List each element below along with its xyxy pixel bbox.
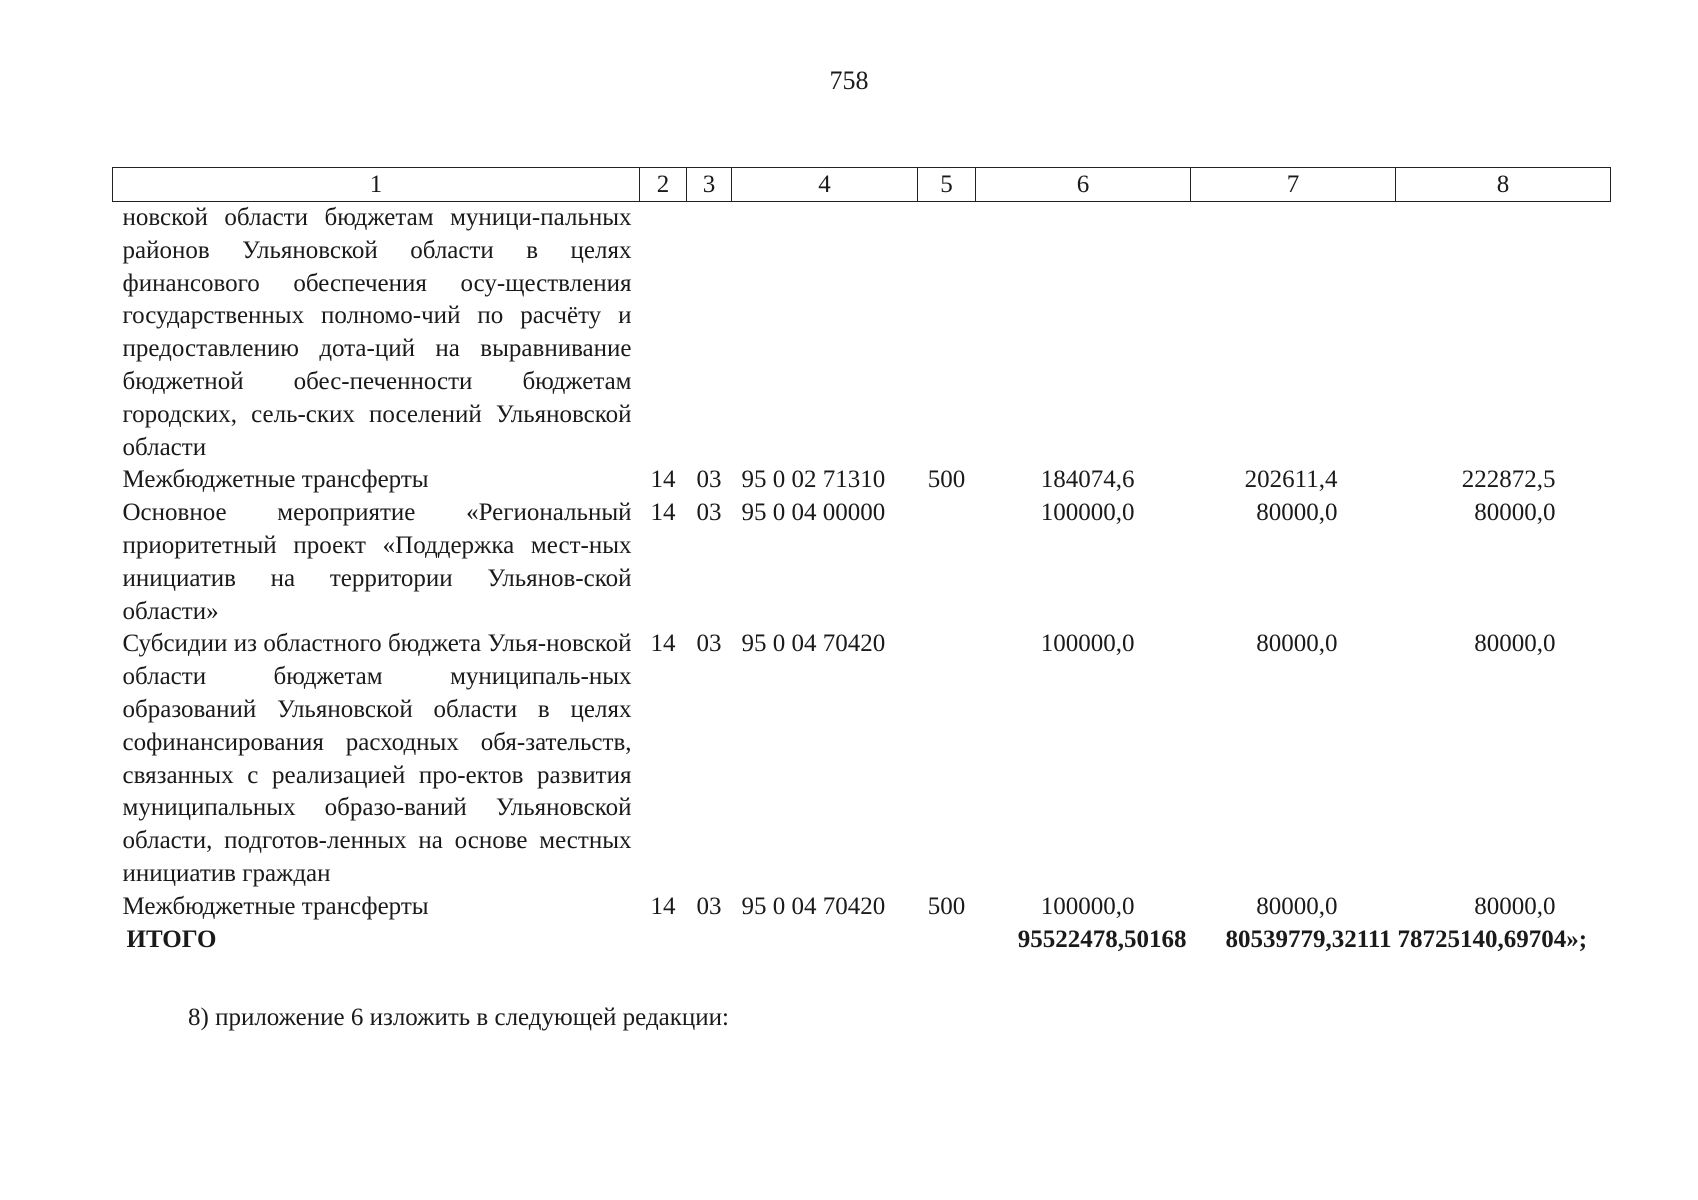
table-row (113, 891, 1611, 924)
row-name: Основное мероприятие «Региональный приоритетный проект «Поддержка мест-ных инициатив на территории Ульянов-ской области» (122, 499, 632, 625)
column-header-3: 3 (687, 168, 732, 202)
column-header-1: 1 (113, 168, 640, 202)
subsection-code: 03 (696, 499, 722, 527)
column-header-5: 5 (918, 168, 976, 202)
total-row (113, 924, 1611, 957)
expense-type-code (918, 628, 976, 890)
budget-table (112, 167, 1611, 956)
subsection-code: 03 (696, 892, 722, 920)
target-article-code: 95 0 04 00000 (741, 499, 886, 527)
amount-col-7: 80000,0 (1256, 892, 1338, 920)
target-article-code: 95 0 04 70420 (741, 892, 886, 920)
amount-col-6: 100000,0 (1040, 499, 1135, 527)
expense-type-code (918, 202, 976, 465)
row-name: новской области бюджетам муници-пальных районов Ульяновской области в целях финансового обеспечения осу-ществления государственных полномо-чий по расчёту и предоставлению дота-ций на выравнивание бюджетной обес-печенности бюджетам городских, сель-ских поселений Ульяновской области (122, 204, 632, 461)
total-amount-col-8: 78725140,69704»; (1397, 925, 1588, 953)
amount-col-8: 80000,0 (1474, 892, 1556, 920)
expense-type-code (918, 497, 976, 628)
table-row (113, 464, 1611, 497)
subsection-code: 03 (696, 466, 722, 494)
amount-col-6: 100000,0 (1040, 630, 1135, 658)
table-row (113, 628, 1611, 890)
table-row (113, 497, 1611, 628)
row-name: Межбюджетные трансферты (122, 466, 429, 494)
total-amount-col-6: 95522478,50168 (1017, 925, 1187, 953)
target-article-code (732, 202, 918, 465)
column-header-2: 2 (640, 168, 687, 202)
amount-col-8: 222872,5 (1461, 466, 1556, 494)
empty-cell (918, 924, 976, 957)
amount-col-8: 80000,0 (1474, 499, 1556, 527)
page-number: 758 (829, 66, 869, 95)
target-article-code: 95 0 04 70420 (741, 630, 886, 658)
amount-col-6: 184074,6 (1040, 466, 1135, 494)
empty-cell (732, 924, 918, 957)
amount-col-7 (1191, 202, 1396, 465)
subsection-code: 03 (696, 630, 722, 658)
column-header-7: 7 (1191, 168, 1396, 202)
amount-col-6: 100000,0 (1040, 892, 1135, 920)
amount-col-7: 80000,0 (1256, 499, 1338, 527)
section-code: 14 (650, 466, 676, 494)
table-header-row (113, 168, 1611, 202)
row-name: Субсидии из областного бюджета Улья-новской области бюджетам муниципаль-ных образований Ульяновской области в целях софинансирования расходных обя-зательств, связанных с реализацией про-ектов развития муниципальных образо-ваний Ульяновской области, подготов-ленных на основе местных инициатив граждан (122, 630, 632, 887)
expense-type-code: 500 (927, 466, 966, 494)
empty-cell (640, 924, 687, 957)
total-label: ИТОГО (126, 925, 217, 953)
table-row (113, 202, 1611, 465)
empty-cell (687, 924, 732, 957)
column-header-6: 6 (976, 168, 1191, 202)
amendment-note: 8) приложение 6 изложить в следующей редакции: (188, 1004, 729, 1031)
amount-col-6 (976, 202, 1191, 465)
expense-type-code: 500 (927, 892, 966, 920)
column-header-8: 8 (1396, 168, 1611, 202)
row-name: Межбюджетные трансферты (122, 892, 429, 920)
section-code: 14 (650, 892, 676, 920)
section-code: 14 (650, 499, 676, 527)
total-amount-col-7: 80539779,32111 (1225, 925, 1392, 953)
column-header-4: 4 (732, 168, 918, 202)
target-article-code: 95 0 02 71310 (741, 466, 886, 494)
amount-col-8: 80000,0 (1474, 630, 1556, 658)
section-code: 14 (650, 630, 676, 658)
subsection-code (687, 202, 732, 465)
amount-col-8 (1396, 202, 1611, 465)
amount-col-7: 80000,0 (1256, 630, 1338, 658)
section-code (640, 202, 687, 465)
amount-col-7: 202611,4 (1244, 466, 1338, 494)
